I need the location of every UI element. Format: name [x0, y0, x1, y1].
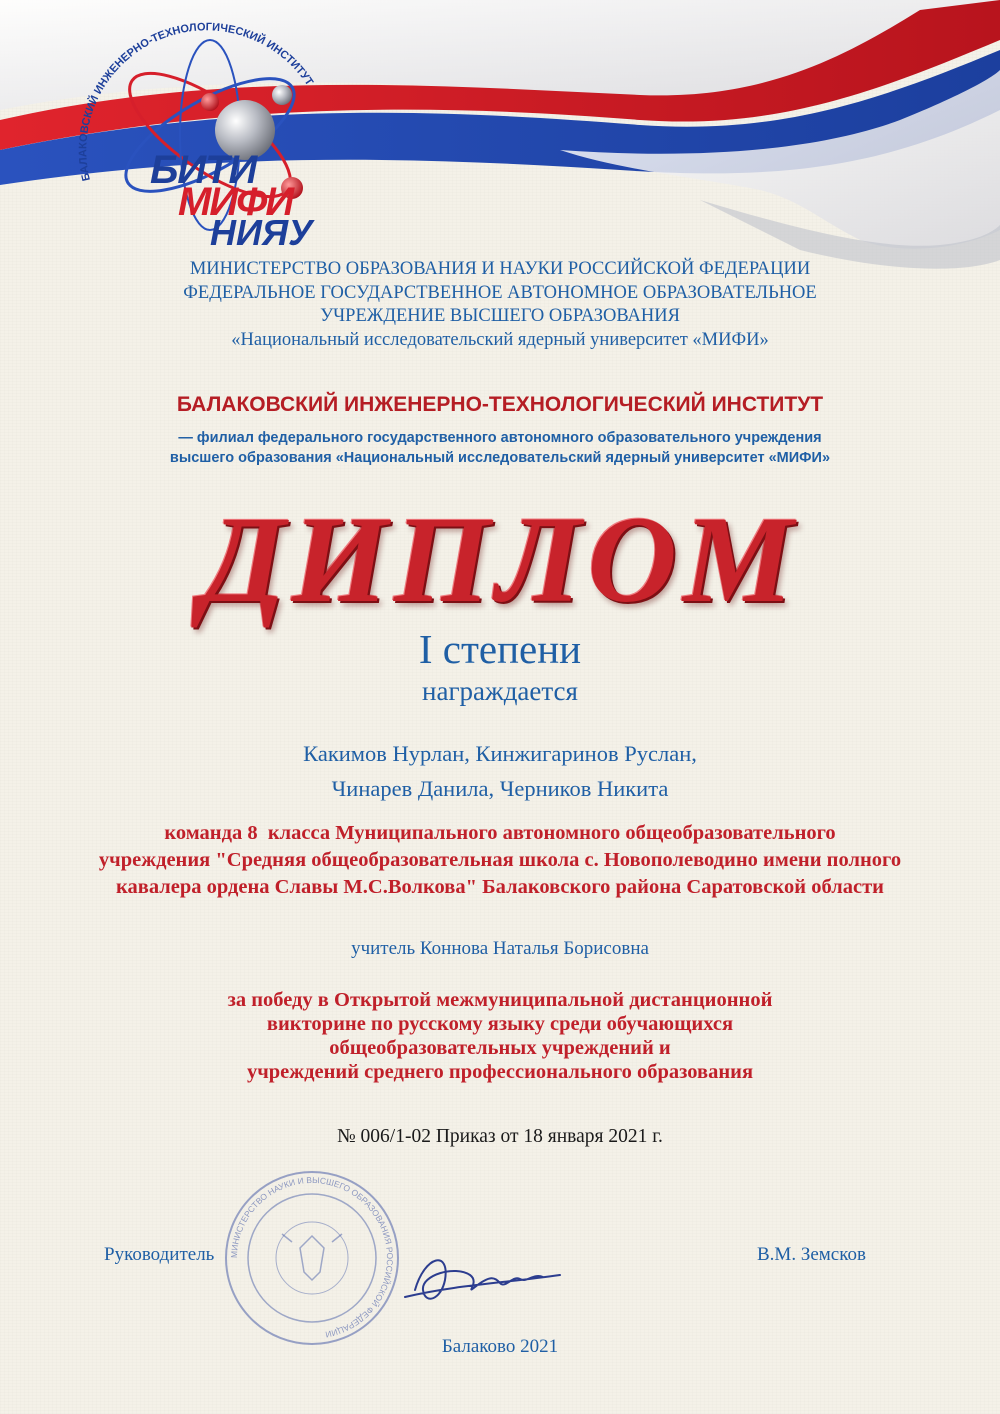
- stamp-text: МИНИСТЕРСТВО НАУКИ И ВЫСШЕГО ОБРАЗОВАНИЯ РОССИЙСКОЙ ФЕДЕРАЦИИ: [228, 1174, 396, 1340]
- team-description: [20, 820, 980, 901]
- diploma-degree: I степени: [418, 626, 582, 672]
- logo-text-biti: БИТИ: [150, 148, 257, 192]
- institute-subtitle-line-2: высшего образования «Национальный исследовательский ядерный университет «МИФИ»: [169, 450, 831, 466]
- institute-subtitle-line-1: — филиал федерального государственного автономного образовательного учреждения: [178, 430, 822, 446]
- victory-line-3: общеобразовательных учреждений и: [329, 1037, 671, 1059]
- ministry-header: [0, 258, 1000, 352]
- ministry-line-3: УЧРЕЖДЕНИЕ ВЫСШЕГО ОБРАЗОВАНИЯ: [320, 306, 680, 326]
- institute-logo: [60, 20, 350, 253]
- institute-subtitle: [0, 428, 1000, 468]
- victory-line-1: за победу в Открытой межмуниципальной дистанционной: [227, 989, 773, 1011]
- leader-label: Руководитель: [104, 1244, 215, 1265]
- recipients-line-2: Чинарев Данила, Черников Никита: [331, 776, 669, 801]
- logo-text-niyau: НИЯУ: [210, 212, 313, 253]
- place-and-year: Балаково 2021: [441, 1336, 559, 1357]
- awarded-label: награждается: [422, 676, 578, 706]
- signature-icon: [395, 1235, 565, 1315]
- leader-name: В.М. Земсков: [757, 1244, 866, 1265]
- victory-line-4: учреждений среднего профессионального образования: [246, 1061, 754, 1083]
- recipients: [0, 736, 1000, 806]
- victory-description: [0, 988, 1000, 1084]
- diploma-title: ДИПЛОМ: [200, 491, 800, 628]
- recipients-line-1: Какимов Нурлан, Кинжигаринов Руслан,: [303, 741, 697, 766]
- team-line-3: кавалера ордена Славы М.С.Волкова" Балаковского района Саратовской области: [116, 876, 884, 898]
- logo-arc-text: БАЛАКОВСКИЙ ИНЖЕНЕРНО-ТЕХНОЛОГИЧЕСКИЙ ИНСТИТУТ: [77, 21, 316, 183]
- victory-line-2: викторине по русскому языку среди обучающихся: [266, 1013, 734, 1035]
- logo-text-mifi: МИФИ: [178, 180, 293, 224]
- ministry-line-1: МИНИСТЕРСТВО ОБРАЗОВАНИЯ И НАУКИ РОССИЙСКОЙ ФЕДЕРАЦИИ: [189, 259, 811, 279]
- institute-title: БАЛАКОВСКИЙ ИНЖЕНЕРНО-ТЕХНОЛОГИЧЕСКИЙ ИНСТИТУТ: [176, 393, 824, 416]
- official-stamp-icon: [222, 1168, 402, 1348]
- team-line-1: команда 8 класса Муниципального автономного общеобразовательного: [164, 822, 836, 844]
- ministry-line-2: ФЕДЕРАЛЬНОЕ ГОСУДАРСТВЕННОЕ АВТОНОМНОЕ ОБРАЗОВАТЕЛЬНОЕ: [183, 282, 817, 303]
- order-number: № 006/1-02 Приказ от 18 января 2021 г.: [337, 1126, 663, 1147]
- teacher-name: учитель Коннова Наталья Борисовна: [351, 938, 649, 959]
- team-line-2: учреждения "Средняя общеобразовательная школа с. Новополеводино имени полного: [98, 849, 902, 871]
- ministry-line-4: «Национальный исследовательский ядерный университет «МИФИ»: [231, 329, 769, 350]
